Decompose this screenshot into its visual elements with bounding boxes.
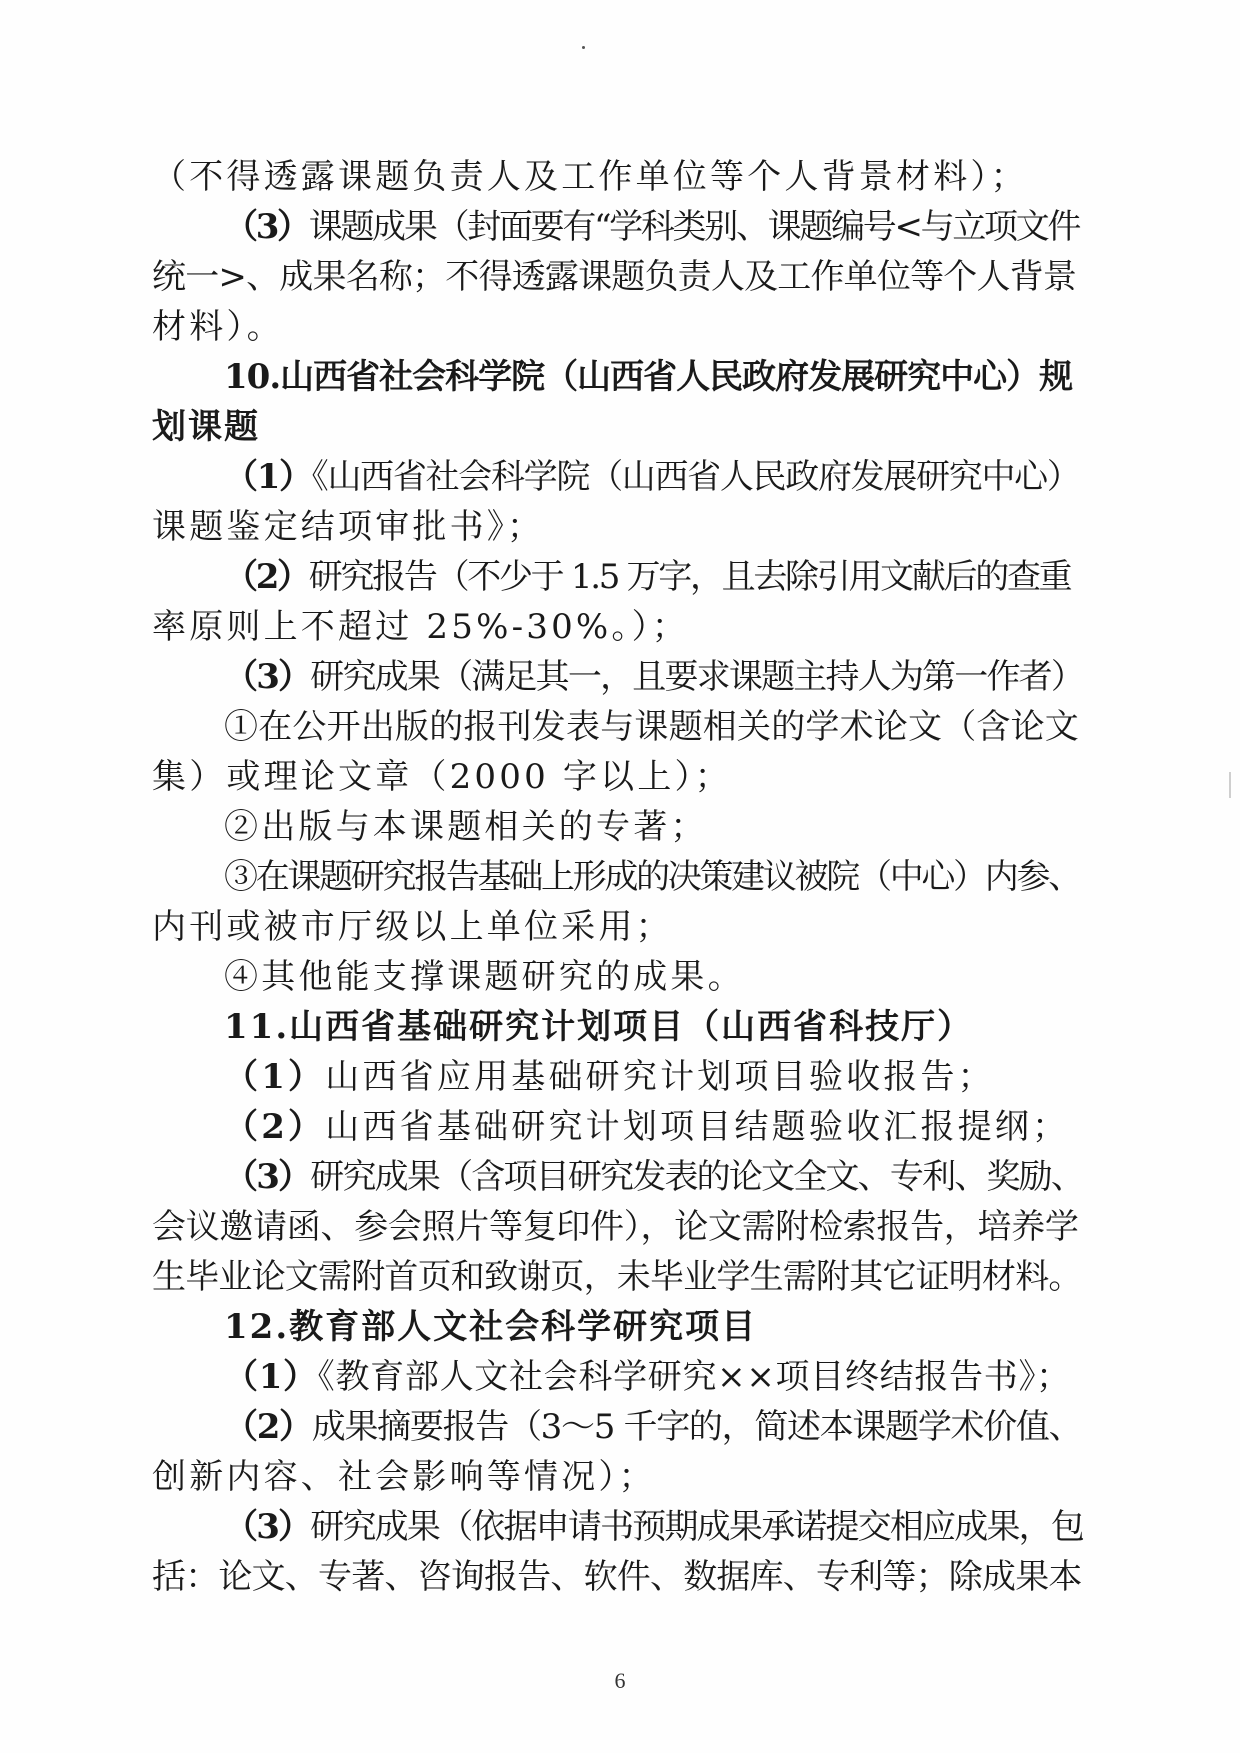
list-item-3: （3）研究成果（满足其一，且要求课题主持人为第一作者） (224, 657, 1084, 697)
text-line: 材料）。 (152, 307, 284, 347)
sub-item-4: ④其他能支撑课题研究的成果。 (224, 957, 745, 997)
list-item-2: （2）成果摘要报告（3～5 千字的，简述本课题学术价值、 (224, 1407, 1082, 1447)
text-line: 率原则上不超过 25%-30%。）； (152, 607, 690, 647)
list-item-3: （3）课题成果（封面要有“学科类别、课题编号<与立项文件 (224, 207, 1080, 247)
section-heading-12: 12.教育部人文社会科学研究项目 (224, 1307, 758, 1347)
list-item-3: （3）研究成果（含项目研究发表的论文全文、专利、奖励、 (224, 1157, 1084, 1197)
text-line: 创新内容、社会影响等情况）； (152, 1457, 656, 1497)
list-item-1: （1）山西省应用基础研究计划项目验收报告； (224, 1057, 995, 1097)
section-heading-10: 10.山西省社会科学院（山西省人民政府发展研究中心）规 (224, 357, 1073, 397)
page-number: 6 (614, 1668, 626, 1693)
text-line: 生毕业论文需附首页和致谢页，未毕业学生需附其它证明材料。 (152, 1257, 1082, 1297)
list-item-1: （1）《山西省社会科学院（山西省人民政府发展研究中心） (224, 457, 1080, 497)
sub-item-1: ①在公开出版的报刊发表与课题相关的学术论文（含论文 (224, 707, 1079, 747)
text-line: 课题鉴定结项审批书》； (152, 507, 545, 547)
scan-dot (582, 46, 585, 49)
section-heading-10-cont: 划课题 (152, 407, 260, 447)
text-line: 括：论文、专著、咨询报告、软件、数据库、专利等；除成果本 (152, 1557, 1082, 1597)
scan-edge-mark (1229, 772, 1231, 798)
list-item-3: （3）研究成果（依据申请书预期成果承诺提交相应成果，包 (224, 1507, 1084, 1547)
section-heading-11: 11.山西省基础研究计划项目（山西省科技厅） (224, 1007, 974, 1047)
text-line: 集）或理论文章（2000 字以上）； (152, 757, 732, 797)
document-body (152, 152, 1082, 1602)
list-item-2: （2）山西省基础研究计划项目结题验收汇报提纲； (224, 1107, 1070, 1147)
text-line: 统一>、成果名称；不得透露课题负责人及工作单位等个人背景 (152, 257, 1077, 297)
sub-item-2: ②出版与本课题相关的专著； (224, 807, 708, 847)
list-item-1: （1）《教育部人文社会科学研究××项目终结报告书》； (224, 1357, 1071, 1397)
text-line: 会议邀请函、参会照片等复印件），论文需附检索报告，培养学 (152, 1207, 1079, 1247)
text-line: （不得透露课题负责人及工作单位等个人背景材料）； (152, 157, 1028, 197)
text-line: 内刊或被市厅级以上单位采用； (152, 907, 673, 947)
list-item-2: （2）研究报告（不少于 1.5 万字，且去除引用文献后的查重 (224, 557, 1071, 597)
sub-item-3: ③在课题研究报告基础上形成的决策建议被院（中心）内参、 (224, 857, 1080, 897)
